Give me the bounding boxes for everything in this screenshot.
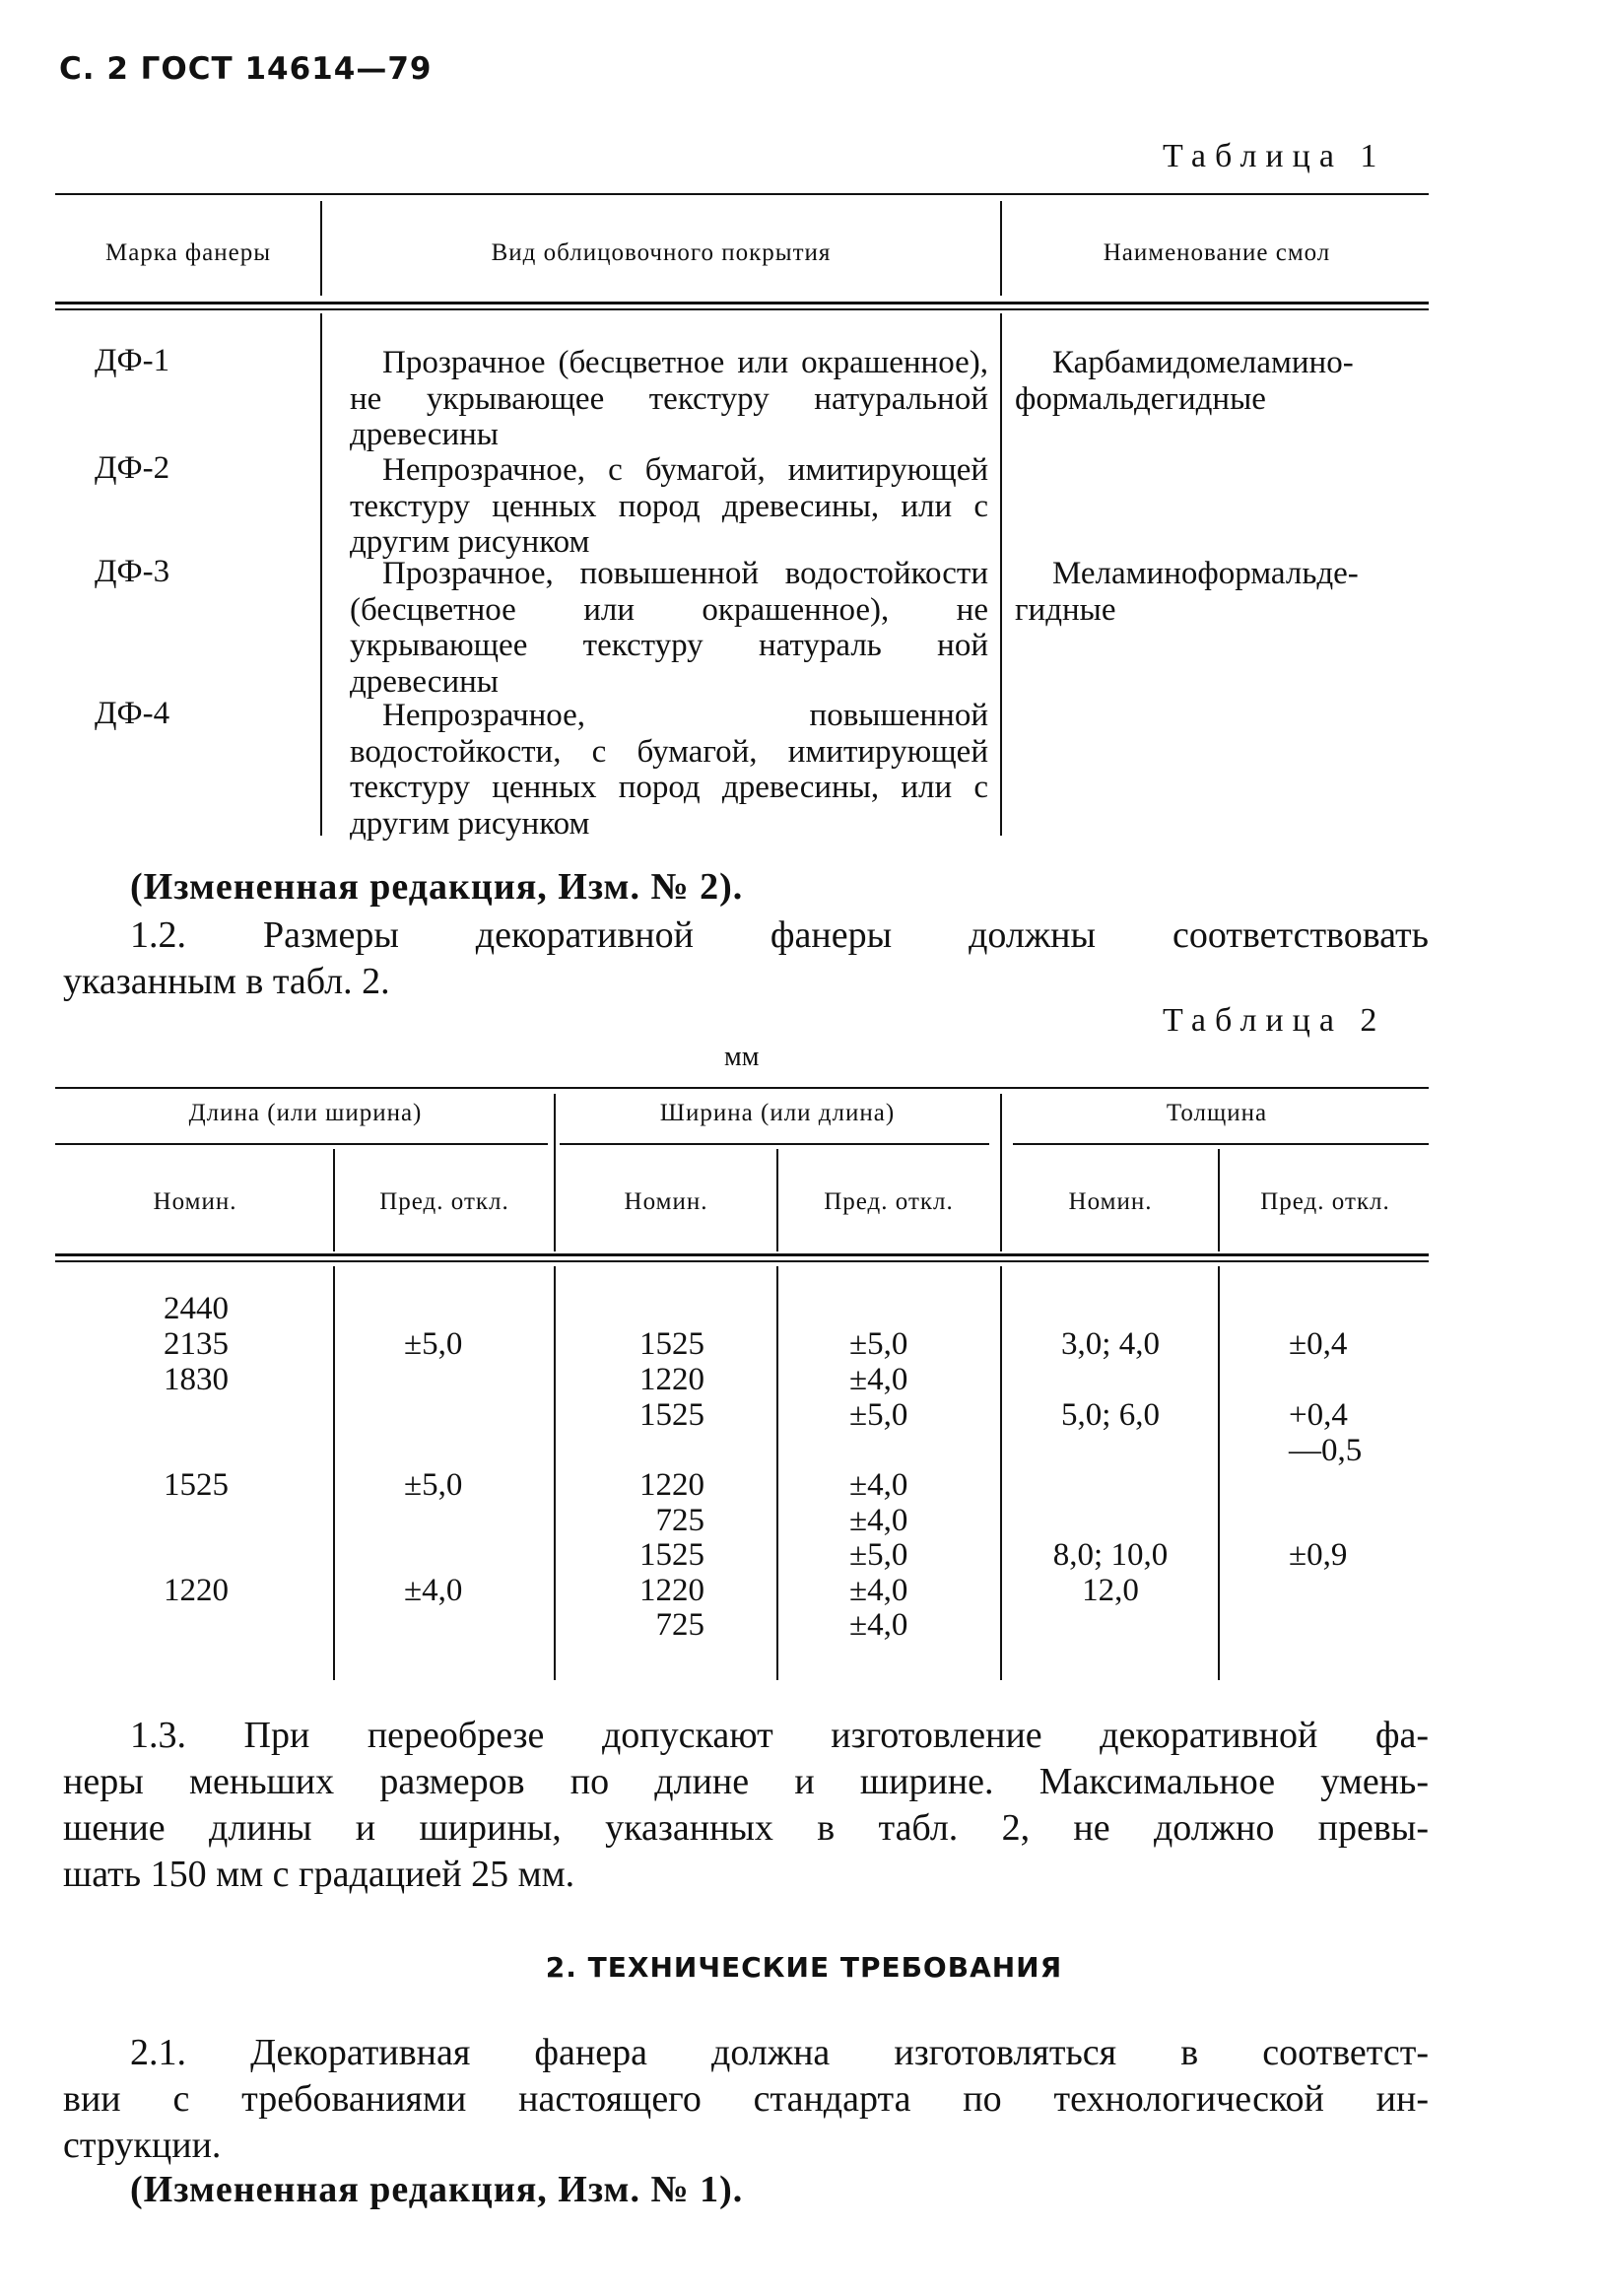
table2-cell: ±4,0 bbox=[404, 1573, 463, 1608]
table2-cell: 1525 bbox=[639, 1326, 704, 1362]
table2-mid-rule-2 bbox=[560, 1143, 989, 1145]
table2-vline-sub-2 bbox=[776, 1149, 778, 1251]
paragraph-2-1 bbox=[63, 2030, 1429, 2169]
table1-coating-text: Непрозрачное, повышенной водостойкости, с бумагой, имитирующей текстуру ценных пород древесины, или с другим рисунком bbox=[350, 698, 988, 842]
table2-cell: ±4,0 bbox=[849, 1467, 908, 1503]
table2-cell: 3,0; 4,0 bbox=[1061, 1326, 1160, 1362]
table1-header-rule-2 bbox=[55, 308, 1429, 310]
table1-mark: ДФ-1 bbox=[95, 343, 170, 378]
table1-resin-line2: формальдегидные bbox=[1015, 380, 1266, 417]
table2-cell: 1525 bbox=[639, 1537, 704, 1573]
table2-cell: ±5,0 bbox=[404, 1467, 463, 1503]
table1-coating-cell bbox=[350, 345, 988, 453]
table2-cell: 2440 bbox=[164, 1291, 229, 1326]
table1-resin-line2: гидные bbox=[1015, 591, 1116, 628]
table2-cell: ±4,0 bbox=[849, 1503, 908, 1538]
table2-sub-nominal: Номин. bbox=[153, 1188, 237, 1215]
table1-mark: ДФ-2 bbox=[95, 450, 170, 486]
table1-header-coating: Вид облицовочного покрытия bbox=[491, 239, 832, 266]
table2-cell: 725 bbox=[655, 1607, 704, 1643]
paragraph-1-2 bbox=[63, 912, 1429, 1005]
table1-coating-cell bbox=[350, 452, 988, 561]
paragraph-line: шать 150 мм с градацией 25 мм. bbox=[63, 1854, 575, 1895]
table2-cell: 725 bbox=[655, 1503, 704, 1538]
table1-resin-cell bbox=[1015, 345, 1429, 417]
table2-cell: 1220 bbox=[639, 1467, 704, 1503]
table2-cell: ±5,0 bbox=[849, 1397, 908, 1433]
table1-coating-text: Непрозрачное, с бумагой, имитирующей текстуру ценных пород древесины, или с другим рисунком bbox=[350, 452, 988, 560]
table2-body-vline-5 bbox=[1218, 1266, 1220, 1680]
table2-group-thickness: Толщина bbox=[1166, 1100, 1268, 1126]
amendment-note-1: (Измененная редакция, Изм. № 2). bbox=[130, 866, 744, 908]
table2-cell: 8,0; 10,0 bbox=[1052, 1537, 1169, 1573]
table2-cell: —0,5 bbox=[1289, 1433, 1363, 1468]
table2-body-vline-1 bbox=[333, 1266, 335, 1680]
table1-coating-cell bbox=[350, 556, 988, 700]
paragraph-1-3 bbox=[63, 1713, 1429, 1898]
table2-cell: ±5,0 bbox=[849, 1326, 908, 1362]
table1-caption: Таблица 1 bbox=[1163, 138, 1386, 174]
table2-top-rule bbox=[55, 1087, 1429, 1089]
table2-body-vline-3 bbox=[776, 1266, 778, 1680]
table1-vline-2a bbox=[1000, 201, 1002, 296]
table2-cell: ±0,4 bbox=[1289, 1326, 1348, 1362]
table1-vline-1b bbox=[320, 313, 322, 836]
table2-cell: ±5,0 bbox=[404, 1326, 463, 1362]
table1-coating-text: Прозрачное, повышенной водостойкости (бесцветное или окрашенное), не укрывающее текстуру натураль ной древесины bbox=[350, 556, 988, 700]
table2-cell: +0,4 bbox=[1289, 1397, 1348, 1433]
table1-resin-line1: Меламиноформальде- bbox=[1052, 556, 1359, 591]
table1-resin-cell bbox=[1015, 556, 1429, 628]
table2-group-width: Ширина (или длина) bbox=[659, 1100, 896, 1126]
table2-cell: ±5,0 bbox=[849, 1537, 908, 1573]
table2-sub-tolerance: Пред. откл. bbox=[824, 1188, 954, 1215]
table2-cell: ±0,9 bbox=[1289, 1537, 1348, 1573]
table2-sub-tolerance: Пред. откл. bbox=[379, 1188, 509, 1215]
table2-cell: 1525 bbox=[639, 1397, 704, 1433]
table2-sub-nominal: Номин. bbox=[624, 1188, 708, 1215]
table1-top-rule bbox=[55, 193, 1429, 195]
table1-mark: ДФ-3 bbox=[95, 554, 170, 589]
table2-cell: 1220 bbox=[639, 1573, 704, 1608]
table2-body-vline-2 bbox=[554, 1266, 556, 1680]
table2-mid-rule-1 bbox=[55, 1143, 548, 1145]
table2-header-rule-2 bbox=[55, 1260, 1429, 1262]
table2-sub-tolerance: Пред. откл. bbox=[1260, 1188, 1390, 1215]
table2-cell: ±4,0 bbox=[849, 1573, 908, 1608]
table2-cell: 12,0 bbox=[1082, 1573, 1139, 1608]
table2-mid-rule-3 bbox=[1013, 1143, 1429, 1145]
paragraph-line: вии с требованиями настоящего стандарта по технологической ин- bbox=[63, 2078, 1429, 2120]
table2-body-vline-4 bbox=[1000, 1266, 1002, 1680]
table1-header-resin: Наименование смол bbox=[1103, 239, 1331, 266]
table2-cell: 1220 bbox=[164, 1573, 229, 1608]
table2-cell: 1830 bbox=[164, 1362, 229, 1397]
section-title: 2. ТЕХНИЧЕСКИЕ ТРЕБОВАНИЯ bbox=[545, 1951, 1063, 1984]
table1-header-rule bbox=[55, 302, 1429, 304]
table2-vline-group-2 bbox=[1000, 1094, 1002, 1251]
paragraph-line: 2.1. Декоративная фанера должна изготовляться в соответст- bbox=[130, 2032, 1429, 2073]
paragraph-line: шение длины и ширины, указанных в табл. 2, не должно превы- bbox=[63, 1807, 1429, 1849]
paragraph-line: 1.2. Размеры декоративной фанеры должны соответствовать bbox=[130, 914, 1429, 956]
amendment-note-2: (Измененная редакция, Изм. № 1). bbox=[130, 2169, 744, 2210]
table2-sub-nominal: Номин. bbox=[1068, 1188, 1153, 1215]
table2-cell: 1220 bbox=[639, 1362, 704, 1397]
table2-cell: 2135 bbox=[164, 1326, 229, 1362]
table1-resin-line1: Карбамидомеламино- bbox=[1052, 345, 1354, 380]
paragraph-line: указанным в табл. 2. bbox=[63, 961, 390, 1002]
table2-cell: ±4,0 bbox=[849, 1362, 908, 1397]
table2-vline-group-1 bbox=[554, 1094, 556, 1251]
table1-coating-text: Прозрачное (бесцветное или окрашенное), не укрывающее текстуру натуральной древесины bbox=[350, 345, 988, 452]
table2-cell: ±4,0 bbox=[849, 1607, 908, 1643]
table2-vline-sub-3 bbox=[1218, 1149, 1220, 1251]
table2-header-rule bbox=[55, 1253, 1429, 1256]
table2-caption: Таблица 2 bbox=[1163, 1002, 1386, 1039]
table1-mark: ДФ-4 bbox=[95, 696, 170, 731]
paragraph-line: неры меньших размеров по длине и ширине. Максимальное умень- bbox=[63, 1761, 1429, 1802]
table2-cell: 1525 bbox=[164, 1467, 229, 1503]
paragraph-line: струкции. bbox=[63, 2125, 222, 2166]
table1-header-mark: Марка фанеры bbox=[104, 239, 271, 266]
page-header: С. 2 ГОСТ 14614—79 bbox=[59, 51, 433, 87]
table1-vline-1a bbox=[320, 201, 322, 296]
table2-unit: мм bbox=[724, 1042, 760, 1072]
table2-group-length: Длина (или ширина) bbox=[188, 1100, 423, 1126]
table1-vline-2b bbox=[1000, 313, 1002, 836]
table1-coating-cell bbox=[350, 698, 988, 842]
table2-vline-sub-1 bbox=[333, 1149, 335, 1251]
paragraph-line: 1.3. При переобрезе допускают изготовление декоративной фа- bbox=[130, 1715, 1429, 1756]
table2-cell: 5,0; 6,0 bbox=[1061, 1397, 1160, 1433]
